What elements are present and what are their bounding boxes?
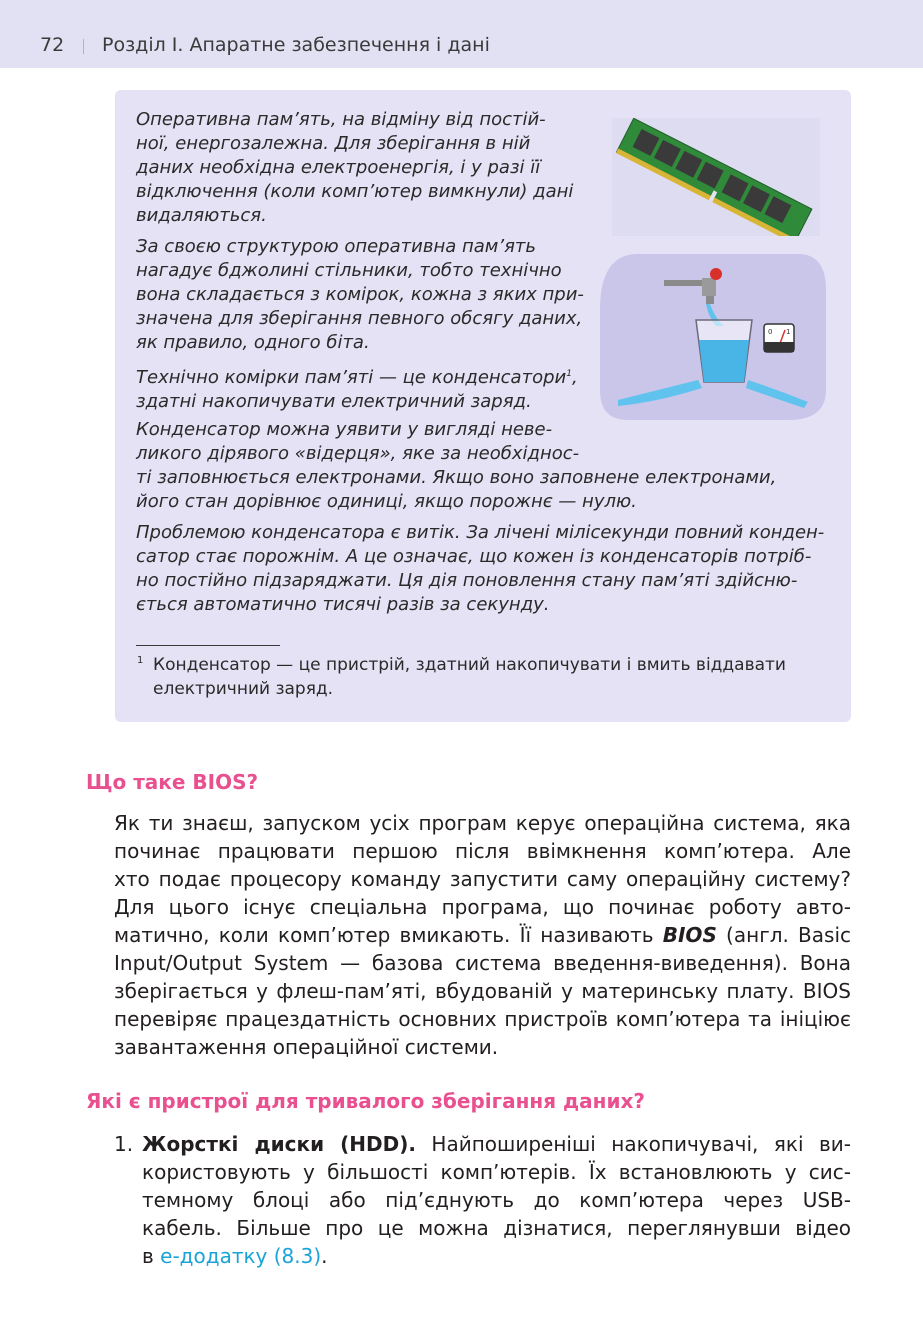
- info-paragraph-ram-structure: За своєю структурою оперативна пам’ять нагадує бджолині стільники, тобто технічно вона складається з комірок, кожна з яких при- значена для зберігання певного обсягу даних, як правило, одного біта.: [136, 236, 584, 353]
- section-heading-storage: Які є пристрої для тривалого зберігання даних?: [86, 1089, 645, 1113]
- info-paragraph-bucket: Конденсатор можна уявити у вигляді неве- ликого дірявого «відерця», яке за необхіднос- ті заповнюється електронами. Якщо воно заповнене електронами, його стан дорівнює одиниці, якщо порожнє — нулю.: [136, 419, 777, 512]
- info-paragraph-ram-volatile: Оперативна пам’ять, на відміну від постій- ної, енергозалежна. Для зберігання в ній даних необхідна електроенергія, і у разі її відключення (коли комп’ютер вимкнули) дані видаляються.: [136, 109, 574, 226]
- ram-module-illustration: [612, 118, 820, 236]
- info-paragraph-leak: Проблемою конденсатора є витік. За лічені мілісекунди повний конден- сатор стає порожнім. А це означає, що кожен із конденсаторів потріб- но постійно підзаряджати. Ця дія поновлення стану пам’яті здійсню- ється автоматично тисячі разів за секунду.: [136, 522, 825, 615]
- leaky-bucket-illustration: [598, 250, 828, 422]
- list-item-number: 1.: [114, 1132, 134, 1156]
- header-separator: [83, 39, 84, 54]
- info-paragraph-capacitors: Технічно комірки пам’яті — це конденсатори$^1$, здатні накопичувати електричний заряд.: [136, 367, 578, 412]
- chapter-title: Розділ І. Апаратне забезпечення і дані: [102, 34, 490, 56]
- e-addendum-link[interactable]: е-додатку (8.3): [160, 1244, 322, 1268]
- page-number: 72: [40, 34, 65, 56]
- list-item-hdd: Жорсткі диски (HDD). Найпоширеніші накопичувачі, які ви- користовують у більшості комп’ютерів. Їх встановлюють у сис- темному блоці або під’єднують до комп’ютера через USB- кабель. Більше про це можна дізнатися, переглянувши відео в е-додатку (8.3).: [142, 1132, 851, 1268]
- gauge-label-zero: 0: [768, 328, 773, 336]
- footnote-divider: [136, 645, 280, 646]
- page-header: [0, 0, 923, 68]
- gauge-label-one: 1: [786, 328, 791, 336]
- hdd-term: Жорсткі диски (HDD).: [142, 1132, 416, 1156]
- bios-paragraph: Як ти знаєш, запуском усіх програм керує операційна система, яка починає працювати першою після ввімкнення комп’ютера. Але хто подає процесору команду запустити саму операційну систему? Для цього існує спеціальна програма, що починає роботу авто- матично, коли комп’ютер вмикають. Її називають BIOS (англ. Basic Input/Output System — базова система введення-виведення). Вона зберігається у флеш-пам’яті, вбудованій у материнську плату. BIOS перевіряє працездатність основних пристроїв комп’ютера та ініціює завантаження операційної системи.: [114, 811, 851, 1059]
- section-heading-bios: Що таке BIOS?: [86, 770, 259, 794]
- footnote-text: Конденсатор — це пристрій, здатний накопичувати і вмить віддавати електричний заряд.: [153, 655, 786, 699]
- footnote-mark: 1: [137, 655, 144, 666]
- bios-term: BIOS: [662, 923, 717, 947]
- footnote-reference: 1: [566, 369, 572, 379]
